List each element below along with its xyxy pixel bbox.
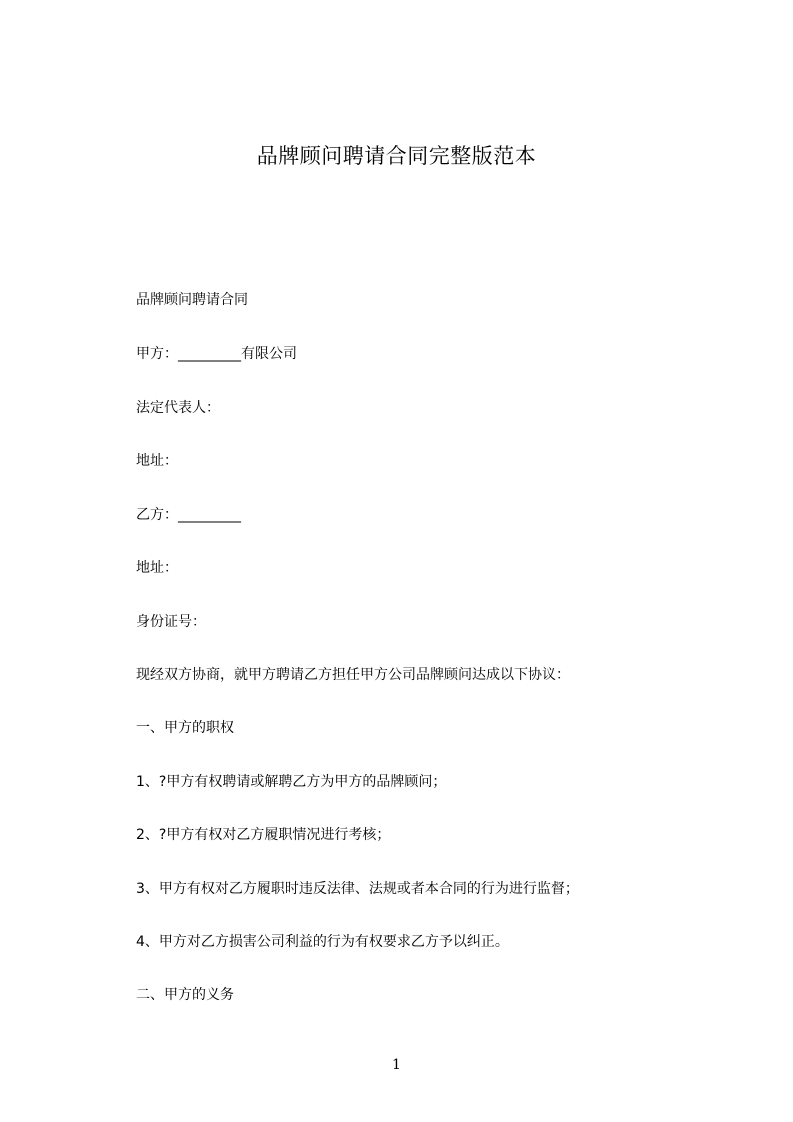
party-a-line: 甲方：_________有限公司 (136, 346, 297, 362)
clause-item: 2、?甲方有权对乙方履职情况进行考核； (136, 827, 391, 843)
clause-item: 1、?甲方有权聘请或解聘乙方为甲方的品牌顾问； (136, 774, 447, 790)
party-a-address-line: 地址： (136, 453, 178, 469)
id-number-line: 身份证号： (136, 614, 206, 630)
legal-representative-line: 法定代表人： (136, 400, 220, 416)
contract-heading: 品牌顾问聘请合同 (136, 292, 248, 308)
clause-item: 4、甲方对乙方损害公司利益的行为有权要求乙方予以纠正。 (136, 934, 509, 950)
section-heading-party-a-obligations: 二、甲方的义务 (136, 987, 234, 1003)
section-heading-party-a-rights: 一、甲方的职权 (136, 720, 234, 736)
party-b-address-line: 地址： (136, 560, 178, 576)
clause-item: 3、甲方有权对乙方履职时违反法律、法规或者本合同的行为进行监督； (136, 881, 579, 897)
party-b-line: 乙方：_________ (136, 507, 241, 523)
document-title: 品牌顾问聘请合同完整版范本 (256, 144, 537, 168)
page-number: 1 (392, 1057, 401, 1073)
agreement-intro: 现经双方协商，就甲方聘请乙方担任甲方公司品牌顾问达成以下协议： (136, 667, 570, 683)
